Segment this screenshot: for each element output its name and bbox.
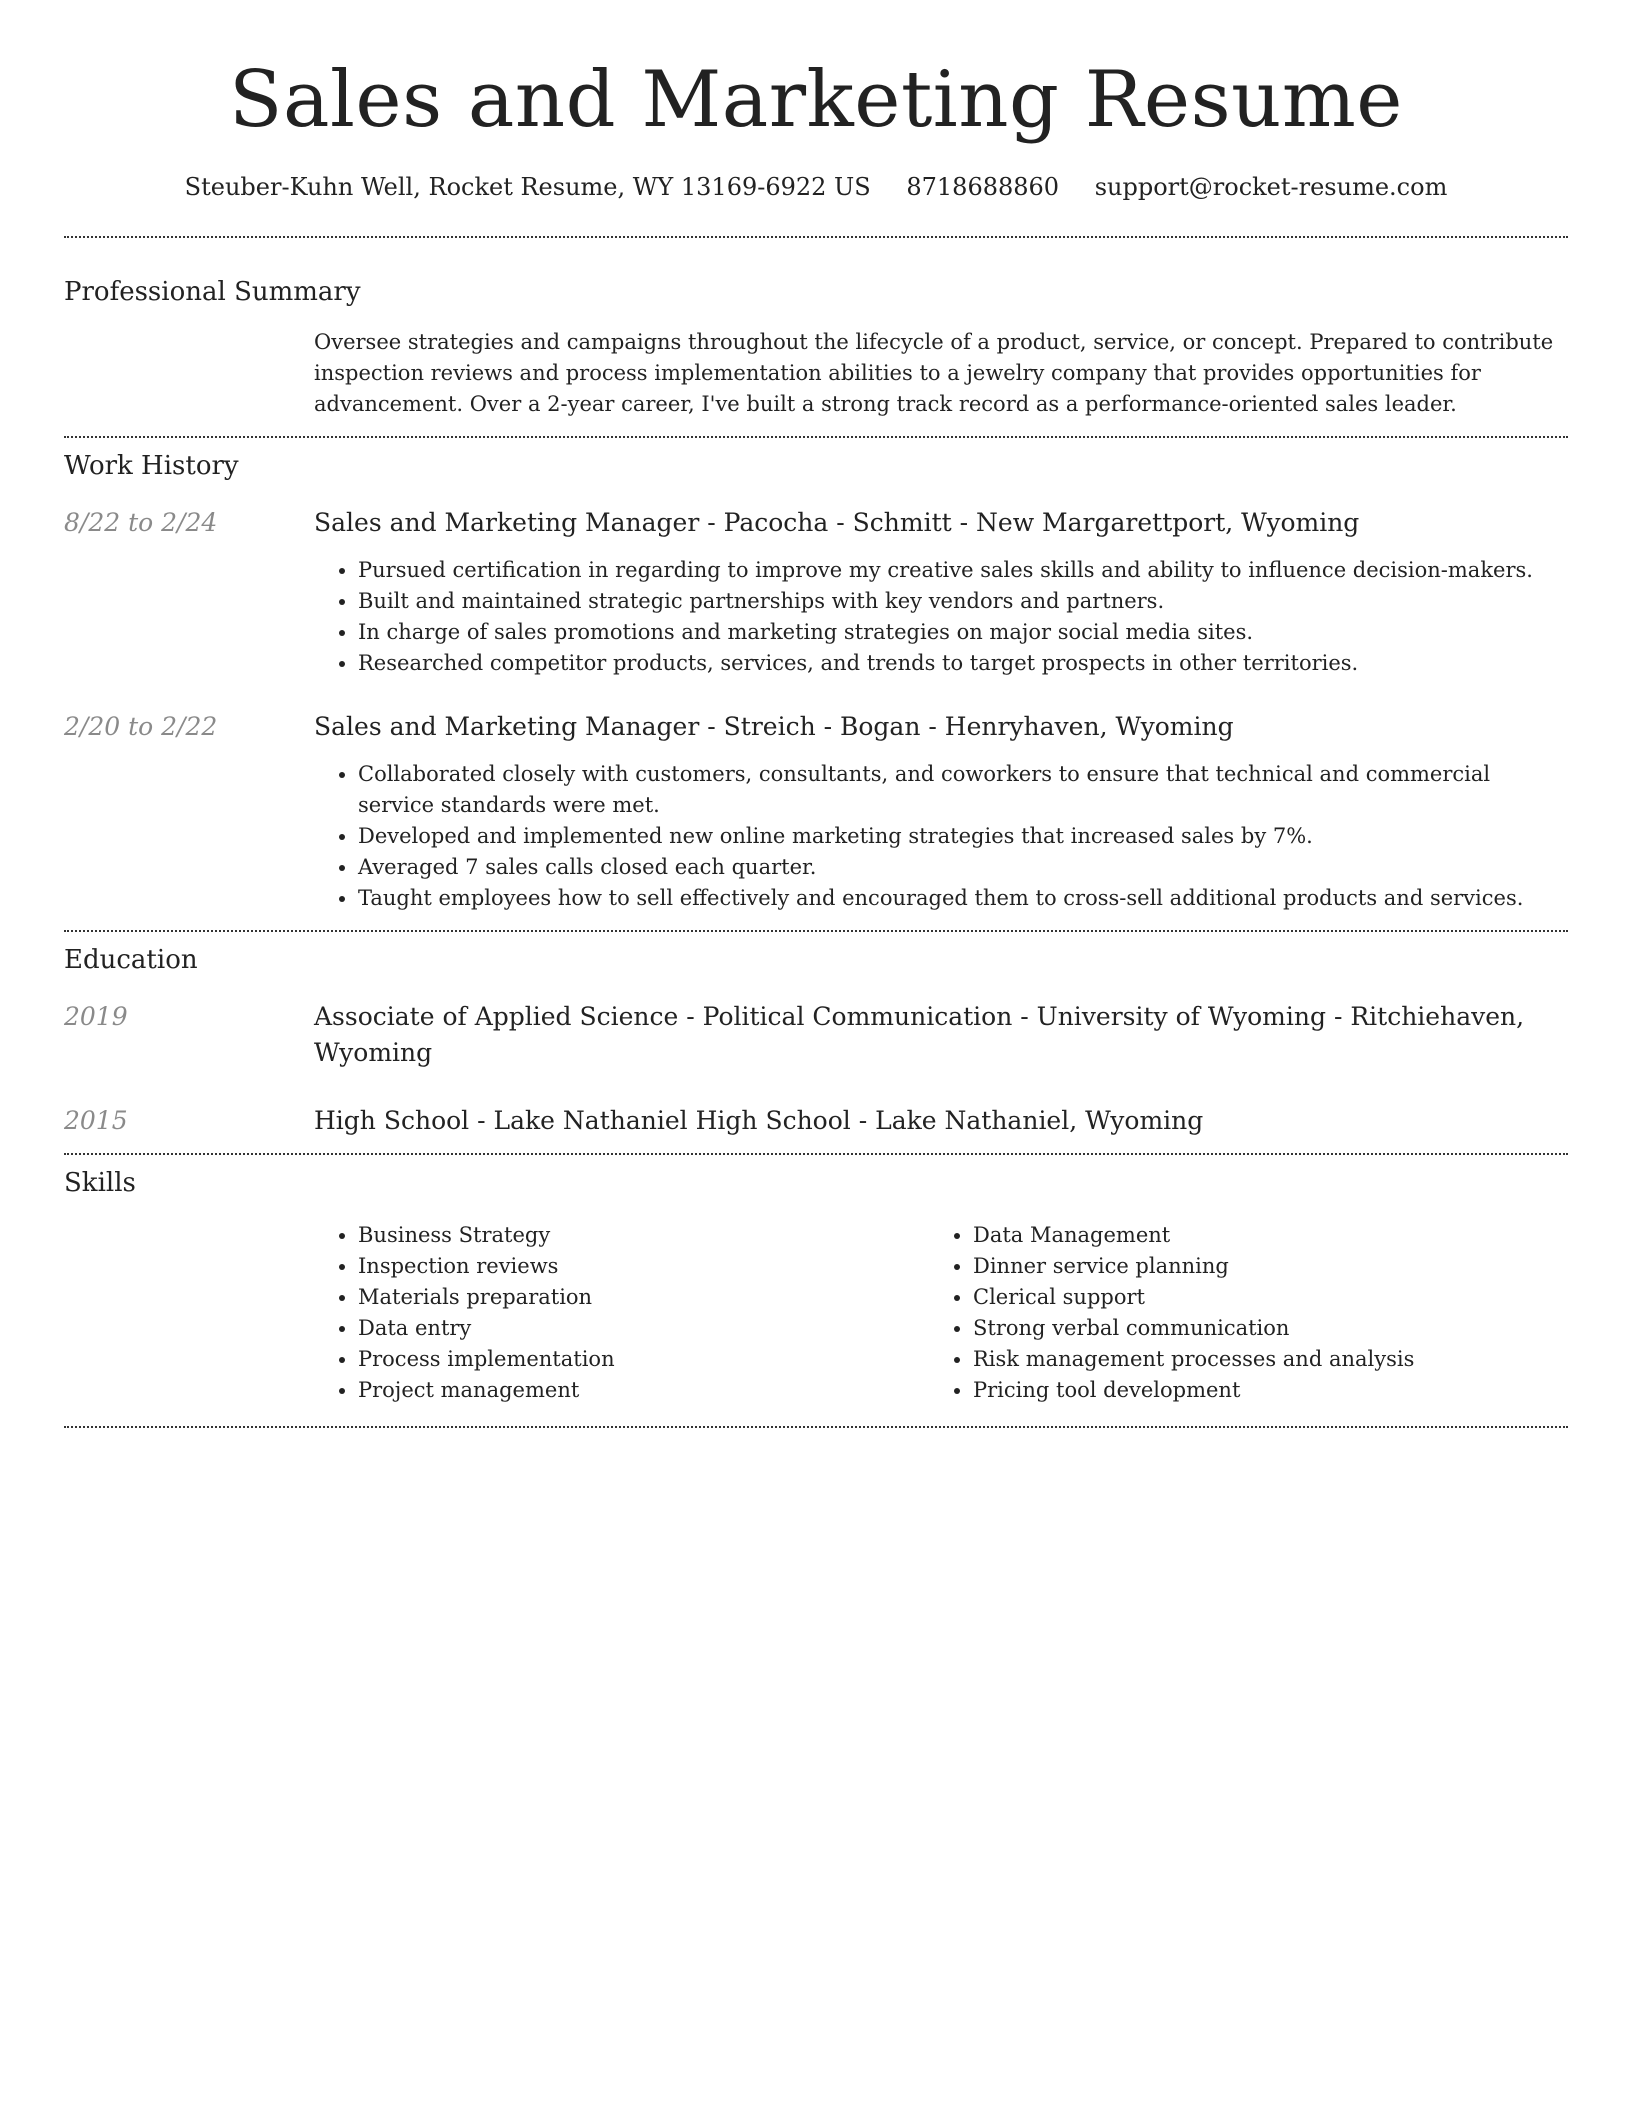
page-title: Sales and Marketing Resume [229, 55, 1403, 145]
skill-item: • Clerical support [973, 1282, 1544, 1313]
skill-item: • Strong verbal communication [973, 1313, 1544, 1344]
skill-item: • Materials preparation [358, 1282, 929, 1313]
summary-text: Oversee strategies and campaigns throughout the lifecycle of a product, service, or concept. Prepared to contribute inspection reviews and process implementation abilities to a jewelry company that provides opportunities for advancement. Over a 2-year career, I've built a strong track record as a performance-oriented sales leader. [314, 330, 1554, 416]
job-dates: 8/22 to 2/24 [64, 508, 218, 537]
skill-item: • Data entry [358, 1313, 929, 1344]
skill-item: • Process implementation [358, 1344, 929, 1375]
job-employer: - Pacocha - Schmitt - New Margarettport, Wyoming [699, 508, 1360, 537]
skill-item: • Business Strategy [358, 1220, 929, 1251]
job-title: Sales and Marketing Manager [314, 508, 700, 537]
list-item: • Researched competitor products, services, and trends to target prospects in other territories. [358, 648, 1568, 679]
contact-phone: 8718688860 [906, 173, 1060, 201]
skills-column-left [314, 1220, 929, 1406]
list-item: • Built and maintained strategic partnerships with key vendors and partners. [358, 586, 1568, 617]
section-title-work-history: Work History [64, 451, 239, 481]
job-dates: 2/20 to 2/22 [64, 712, 218, 741]
skill-item: • Project management [358, 1375, 929, 1406]
contact-address: Steuber-Kuhn Well, Rocket Resume, WY 13169-6922 US [184, 173, 871, 201]
job-entry [64, 505, 1568, 679]
list-item: • Taught employees how to sell effectively and encouraged them to cross-sell additional products and services. [358, 883, 1568, 914]
education-school: - Lake Nathaniel High School - Lake Nathaniel, Wyoming [469, 1106, 1204, 1135]
skill-item: • Dinner service planning [973, 1251, 1544, 1282]
summary-section [64, 238, 1568, 436]
section-title-summary: Professional Summary [64, 277, 361, 307]
skills-column-right [929, 1220, 1544, 1406]
skill-item: • Pricing tool development [973, 1375, 1544, 1406]
education-year: 2015 [64, 1106, 128, 1135]
education-degree: Associate of Applied Science - Political Communication [314, 1002, 1013, 1031]
job-heading [314, 709, 1568, 745]
contact-line [64, 170, 1568, 204]
skills-section [64, 1155, 1568, 1426]
list-item: • Developed and implemented new online marketing strategies that increased sales by 7%. [358, 821, 1568, 852]
list-item: • Averaged 7 sales calls closed each quarter. [358, 852, 1568, 883]
list-item: • In charge of sales promotions and marketing strategies on major social media sites. [358, 617, 1568, 648]
education-entry [64, 999, 1568, 1071]
list-item: • Pursued certification in regarding to improve my creative sales skills and ability to influence decision-makers. [358, 555, 1568, 586]
skill-item: • Inspection reviews [358, 1251, 929, 1282]
job-heading [314, 505, 1568, 541]
work-history-section [64, 438, 1568, 930]
skill-item: • Data Management [973, 1220, 1544, 1251]
education-heading [314, 999, 1568, 1071]
education-heading [314, 1103, 1568, 1139]
contact-email: support@rocket-resume.com [1094, 173, 1448, 201]
education-entry [64, 1103, 1568, 1139]
section-title-skills: Skills [64, 1168, 136, 1198]
job-employer: - Streich - Bogan - Henryhaven, Wyoming [699, 712, 1234, 741]
education-year: 2019 [64, 1002, 128, 1031]
education-section [64, 932, 1568, 1153]
list-item: • Collaborated closely with customers, consultants, and coworkers to ensure that technical and commercial service standards were met. [358, 759, 1568, 821]
skill-item: • Risk management processes and analysis [973, 1344, 1544, 1375]
job-bullets [314, 759, 1568, 914]
job-title: Sales and Marketing Manager [314, 712, 700, 741]
resume-page [64, 0, 1568, 1428]
job-bullets [314, 555, 1568, 679]
job-entry [64, 709, 1568, 914]
section-title-education: Education [64, 945, 198, 975]
divider [64, 1426, 1568, 1428]
education-school: - University of Wyoming - Ritchiehaven, Wyoming [314, 1002, 1525, 1067]
education-degree: High School [314, 1106, 470, 1135]
